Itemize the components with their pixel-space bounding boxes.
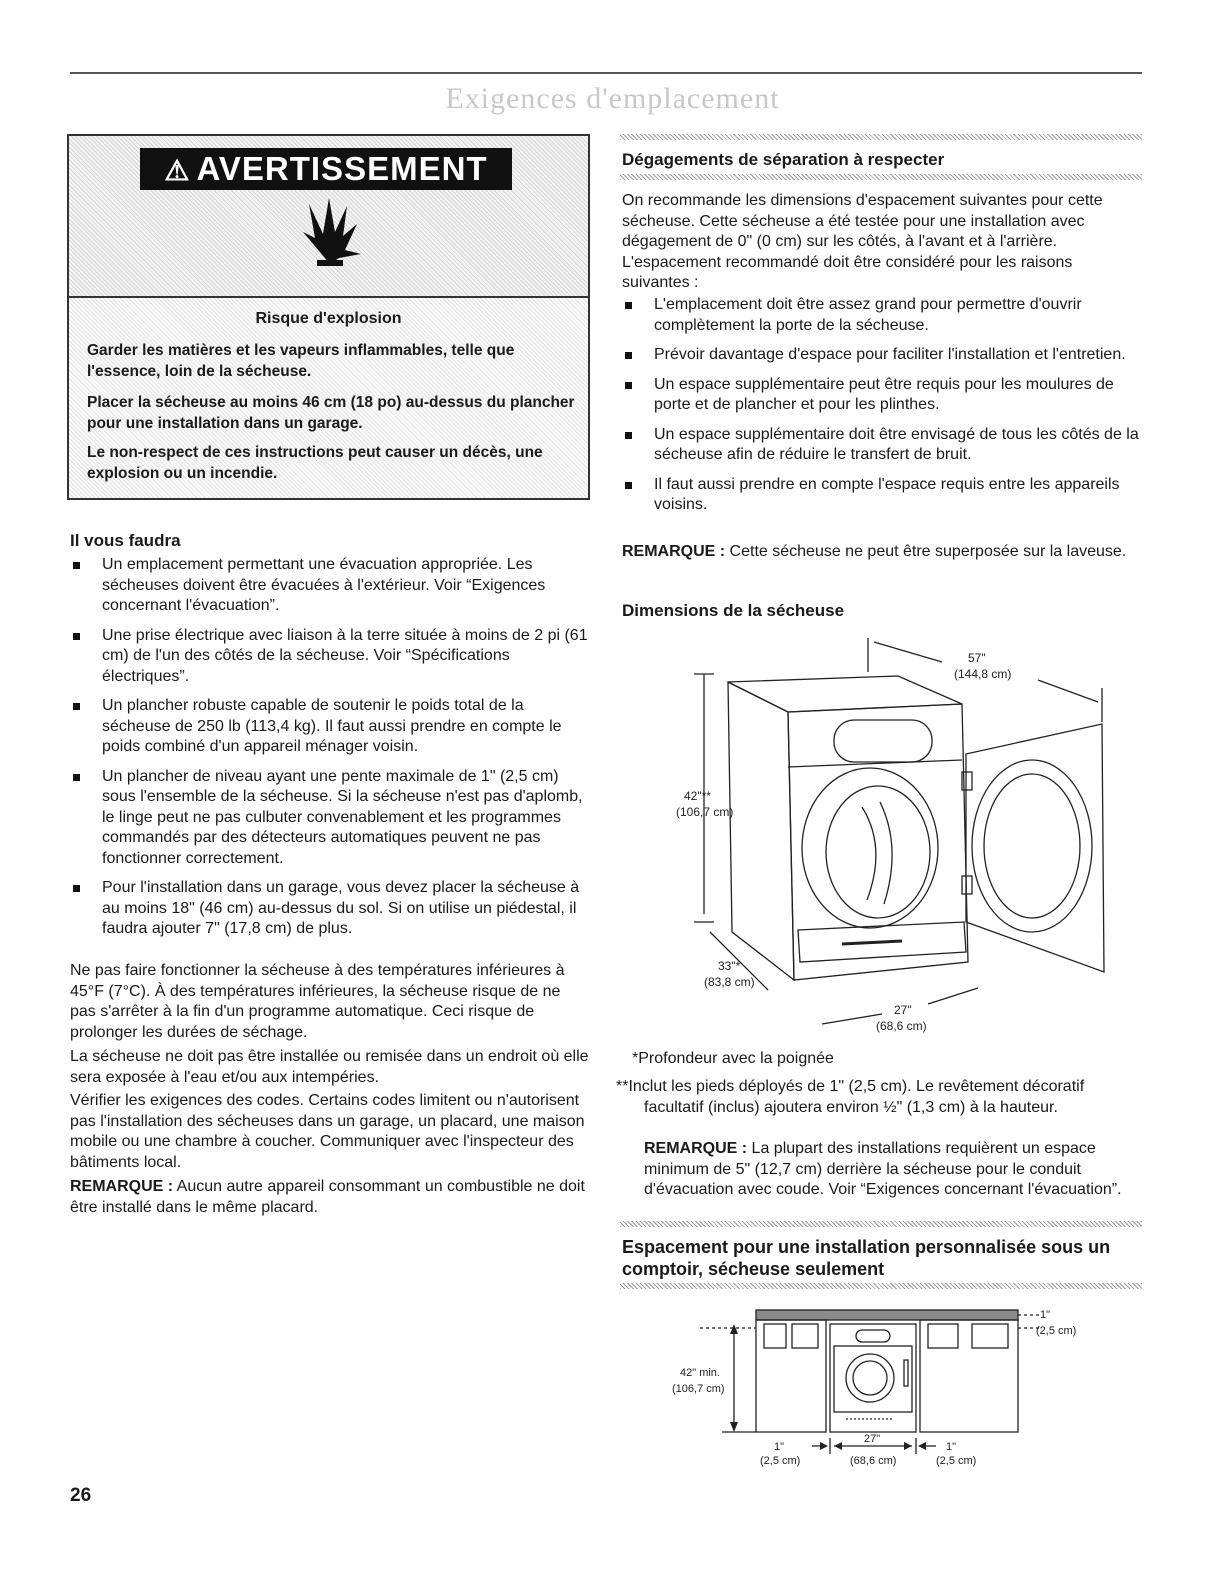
list-item (70, 767, 590, 870)
dryer-dimensions-illustration (672, 632, 1122, 1042)
right-bullet-list (622, 295, 1144, 525)
list-item (622, 345, 1144, 366)
bullet-text: Un espace supplémentaire doit être envisagé de tous les côtés de la sécheuse afin de réduire le transfert de bruit. (654, 425, 1139, 463)
note-text: Aucun autre appareil consommant un combustible ne doit être installé dans le même placard. (70, 1178, 585, 1216)
dim-depth-cm: (83,8 cm) (704, 975, 755, 989)
bullet-icon (73, 633, 80, 640)
right-heading-3: Espacement pour une installation personnalisée sous un comptoir, sécheuse seulement (622, 1237, 1111, 1279)
counter-height-cm: (106,7 cm) (672, 1383, 725, 1395)
bullet-text: Il faut aussi prendre en compte l'espace requis entre les appareils voisins. (654, 475, 1120, 513)
footnote-1: *Profondeur avec la poignée (632, 1050, 834, 1067)
hatch-divider (620, 174, 1142, 180)
left-note (70, 1177, 590, 1218)
bullet-text: Un emplacement permettant une évacuation appropriée. Les sécheuses doivent être évacuées à l'extérieur. Voir “Exigences concernant l'évacuation”. (102, 556, 546, 614)
hatch-divider (620, 134, 1142, 140)
dim-width-cm: (68,6 cm) (876, 1019, 927, 1033)
warning-banner (140, 148, 512, 190)
warning-line-3: Le non-respect de ces instructions peut causer un décès, une explosion ou un incendie. (87, 444, 543, 482)
bullet-text: Un plancher de niveau ayant une pente maximale de 1" (2,5 cm) sous l'ensemble de la sécheuse. Si la sécheuse n'est pas d'aplomb, le linge peut ne pas culbuter convenablement et les programmes commandés par des détecteurs automatiques peuvent ne pas fonctionner correctement. (102, 767, 583, 867)
bullet-icon (625, 382, 632, 389)
bullet-text: Un espace supplémentaire peut être requis pour les moulures de porte et de plancher et pour les plinthes. (654, 375, 1114, 413)
right-heading-1: Dégagements de séparation à respecter (622, 150, 945, 169)
dim-width-open: 57" (968, 651, 986, 665)
list-item (622, 425, 1144, 466)
warning-body (69, 298, 588, 498)
counter-height: 42" min. (680, 1367, 720, 1379)
counter-width: 27" (864, 1433, 881, 1445)
warning-risk: Risque d'explosion (255, 310, 402, 327)
note-text: La plupart des installations requièrent un espace minimum de 5" (12,7 cm) derrière la sécheuse pour le conduit d'évacuation avec coude. Voir “Exigences concernant l'évacuation”. (644, 1140, 1122, 1198)
page-title: Exigences d'emplacement (445, 82, 780, 115)
bullet-text: Pour l'installation dans un garage, vous devez placer la sécheuse à au moins 18" (46 cm) au-dessus du sol. Si on utilise un piédestal, il faudra ajouter 7" (17,8 cm) de plus. (102, 879, 580, 937)
top-rule (70, 72, 1142, 74)
dim-height: 42"** (684, 789, 711, 803)
warning-line-2: Placer la sécheuse au moins 46 cm (18 po) au-dessus du plancher pour une installation dans un garage. (87, 394, 575, 432)
counter-right-gap-cm: (2,5 cm) (936, 1455, 977, 1467)
right-note-1 (622, 542, 1144, 563)
warning-triangle-icon: ⚠ (164, 155, 191, 186)
explosion-icon (295, 194, 365, 274)
counter-top-gap: 1" (1040, 1309, 1051, 1321)
warning-header (69, 136, 588, 298)
bullet-icon (625, 482, 632, 489)
list-item (70, 555, 590, 617)
bullet-icon (73, 703, 80, 710)
left-heading: Il vous faudra (70, 531, 181, 550)
dim-depth: 33"* (718, 959, 741, 973)
bullet-icon (73, 562, 80, 569)
list-item (70, 878, 590, 940)
warning-line-1: Garder les matières et les vapeurs inflammables, telle que l'essence, loin de la sécheuse. (87, 342, 515, 380)
left-paragraph-1: Ne pas faire fonctionner la sécheuse à des températures inférieures à 45°F (7°C). À des températures inférieures, la sécheuse risque de ne pas s'arrêter à la fin d'un programme automatique. Ceci risque de prolonger les durées de séchage. (70, 962, 565, 1041)
warning-box (67, 134, 590, 500)
hatch-divider (620, 1283, 1142, 1289)
list-item (70, 696, 590, 758)
bullet-text: Un plancher robuste capable de soutenir le poids total de la sécheuse de 250 lb (113,4 kg). Il faut aussi prendre en compte le poids combiné d'un appareil ménager voisin. (102, 697, 562, 755)
right-intro: On recommande les dimensions d'espacement suivantes pour cette sécheuse. Cette sécheuse a été testée pour une installation avec dégagement de 0" (0 cm) sur les côtés, à l'avant et à l'arrière. L'espacement recommandé doit être considéré pour les raisons suivantes : (622, 192, 1103, 291)
bullet-icon (73, 885, 80, 892)
dim-width: 27" (894, 1003, 912, 1017)
right-note-2 (644, 1139, 1140, 1201)
list-item (622, 375, 1144, 416)
page-number: 26 (70, 1485, 92, 1506)
counter-width-cm: (68,6 cm) (850, 1455, 897, 1467)
bullet-text: L'emplacement doit être assez grand pour permettre d'ouvrir complètement la porte de la sécheuse. (654, 296, 1082, 334)
bullet-text: Une prise électrique avec liaison à la terre située à moins de 2 pi (61 cm) de l'un des côtés de la sécheuse. Voir “Spécifications électriques”. (102, 626, 588, 685)
hatch-divider (620, 1221, 1142, 1227)
bullet-icon (625, 432, 632, 439)
footnote-2: **Inclut les pieds déployés de 1" (2,5 cm). Le revêtement décoratif facultatif (inclus) ajoutera environ ½" (1,3 cm) à la hauteur. (616, 1078, 1085, 1116)
right-heading-2: Dimensions de la sécheuse (622, 601, 845, 620)
bullet-icon (73, 774, 80, 781)
undercounter-illustration (660, 1298, 1100, 1478)
dim-width-open-cm: (144,8 cm) (954, 667, 1012, 681)
counter-right-gap: 1" (946, 1441, 957, 1453)
counter-left-gap-cm: (2,5 cm) (760, 1455, 801, 1467)
left-paragraph-2: La sécheuse ne doit pas être installée ou remisée dans un endroit où elle sera exposée à l'eau et/ou aux intempéries. (70, 1048, 589, 1086)
bullet-icon (625, 302, 632, 309)
left-paragraph-3: Vérifier les exigences des codes. Certains codes limitent ou n'autorisent pas l'installation des sécheuses dans un garage, un placard, une maison mobile ou une chambre à coucher. Communiquer avec l'inspecteur des bâtiments local. (70, 1092, 585, 1171)
left-bullet-list (70, 555, 590, 949)
warning-banner-text: AVERTISSEMENT (196, 150, 488, 187)
counter-top-gap-cm: (2,5 cm) (1036, 1325, 1077, 1337)
counter-left-gap: 1" (774, 1441, 785, 1453)
note-label: REMARQUE : (644, 1140, 748, 1157)
dim-height-cm: (106,7 cm) (676, 805, 734, 819)
list-item (622, 475, 1144, 516)
note-label: REMARQUE : (622, 543, 726, 560)
bullet-text: Prévoir davantage d'espace pour faciliter l'installation et l'entretien. (654, 346, 1126, 363)
bullet-icon (625, 352, 632, 359)
note-text: Cette sécheuse ne peut être superposée sur la laveuse. (725, 543, 1127, 560)
list-item (70, 626, 590, 688)
list-item (622, 295, 1144, 336)
note-label: REMARQUE : (70, 1178, 174, 1195)
